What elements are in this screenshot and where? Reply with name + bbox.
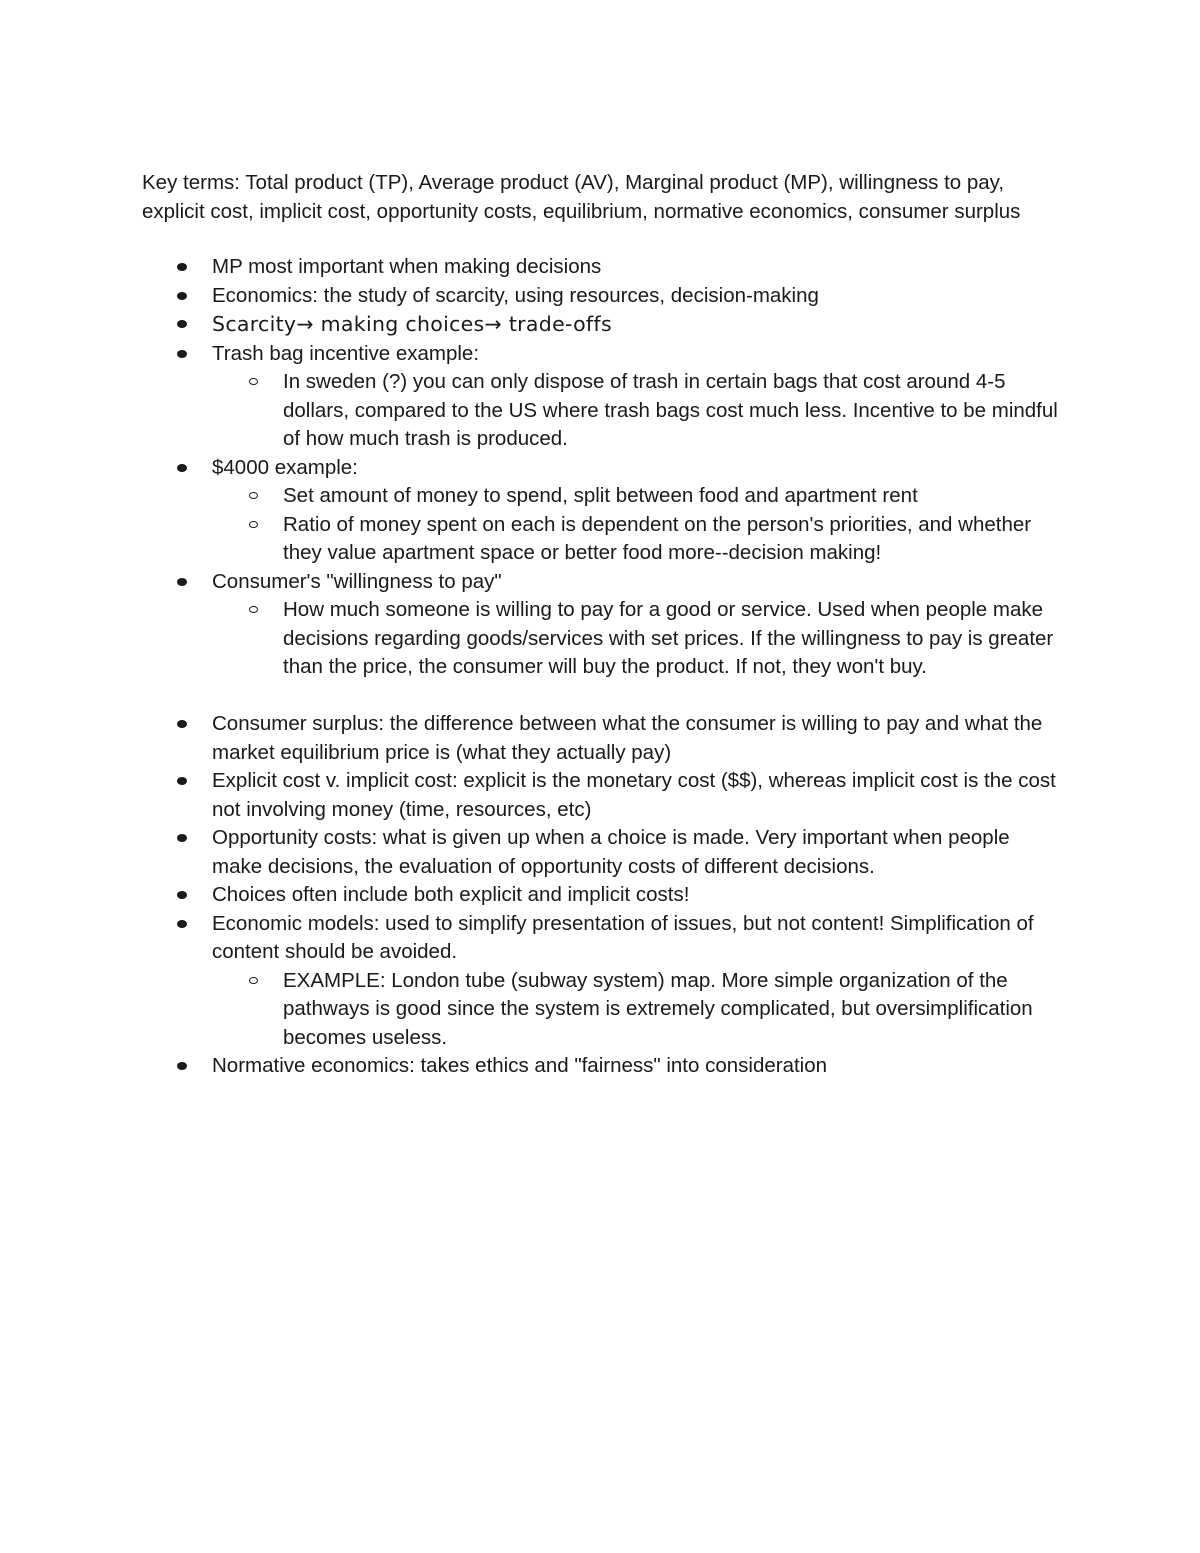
list-item-text: Opportunity costs: what is given up when a choice is made. Very important when people make decisions, the evaluation of opportunity costs of different decisions.: [212, 826, 1010, 878]
bullet-dot-icon: [177, 263, 187, 271]
bullet-dot-icon: [177, 320, 187, 328]
key-terms-paragraph: Key terms: Total product (TP), Average product (AV), Marginal product (MP), willingness to pay, explicit cost, implicit cost, opportunity costs, equilibrium, normative economics, consumer surplus: [142, 171, 1021, 223]
sub-list-item-text: Set amount of money to spend, split between food and apartment rent: [283, 484, 918, 507]
list-item-text: Scarcity→ making choices→ trade-offs: [212, 312, 612, 336]
bullet-dot-icon: [177, 292, 187, 300]
sub-list-item: [212, 511, 1062, 568]
list-item: [142, 282, 1062, 311]
list-item: [142, 454, 1062, 568]
sub-list-item: [212, 368, 1062, 454]
list-item: [142, 568, 1062, 711]
list-item: [142, 253, 1062, 282]
sub-list-item-text: How much someone is willing to pay for a good or service. Used when people make decisions regarding goods/services with set prices. If the willingness to pay is greater than the price, the consumer will buy the product. If not, they won't buy.: [283, 598, 1054, 678]
blank-line: [212, 682, 1062, 711]
sub-list-item-text: In sweden (?) you can only dispose of trash in certain bags that cost around 4-5 dollars, compared to the US where trash bags cost much less. Incentive to be mindful of how much trash is produced.: [283, 370, 1058, 450]
bullet-circle-icon: [249, 606, 258, 613]
list-item-text: Economic models: used to simplify presentation of issues, but not content! Simplification of content should be avoided.: [212, 911, 1034, 963]
sub-list-item-text: Ratio of money spent on each is dependent on the person's priorities, and whether they value apartment space or better food more--decision making!: [283, 512, 1032, 564]
list-item-text: MP most important when making decisions: [212, 255, 602, 278]
document-page: [142, 169, 1062, 1081]
list-item-text: $4000 example:: [212, 455, 358, 479]
bullet-dot-icon: [177, 578, 187, 586]
notes-bullet-list: [142, 253, 1062, 1081]
bullet-dot-icon: [177, 777, 187, 785]
list-item: [142, 910, 1062, 1053]
list-item-text: Explicit cost v. implicit cost: explicit is the monetary cost ($$), whereas implicit cost is the cost not involving money (time, resources, etc): [212, 769, 1056, 821]
bullet-circle-icon: [249, 492, 258, 499]
list-item: [142, 710, 1062, 767]
list-item: [142, 824, 1062, 881]
bullet-dot-icon: [177, 891, 187, 899]
sub-bullet-list: [212, 368, 1062, 454]
sub-list-item: [212, 482, 1062, 511]
sub-list-item: [212, 967, 1062, 1053]
list-item-text: Consumer's "willingness to pay": [212, 569, 502, 593]
list-item: [142, 881, 1062, 910]
list-item-text: Trash bag incentive example:: [212, 341, 480, 365]
sub-list-item: [212, 596, 1062, 682]
bullet-circle-icon: [249, 521, 258, 528]
list-item: [142, 767, 1062, 824]
bullet-circle-icon: [249, 977, 258, 984]
sub-bullet-list: [212, 482, 1062, 568]
list-item: [142, 340, 1062, 454]
list-item-text: Consumer surplus: the difference between what the consumer is willing to pay and what the market equilibrium price is (what they actually pay): [212, 712, 1043, 764]
bullet-dot-icon: [177, 834, 187, 842]
list-item-text: Choices often include both explicit and implicit costs!: [212, 883, 690, 906]
bullet-circle-icon: [249, 378, 258, 385]
bullet-dot-icon: [177, 920, 187, 928]
bullet-dot-icon: [177, 464, 187, 472]
sub-bullet-list: [212, 596, 1062, 682]
list-item-text: Normative economics: takes ethics and "fairness" into consideration: [212, 1054, 828, 1077]
bullet-dot-icon: [177, 350, 187, 358]
list-item: [142, 1052, 1062, 1081]
bullet-dot-icon: [177, 1062, 187, 1070]
sub-list-item-text: EXAMPLE: London tube (subway system) map. More simple organization of the pathways is good since the system is extremely complicated, but oversimplification becomes useless.: [283, 968, 1033, 1049]
bullet-dot-icon: [177, 720, 187, 728]
sub-bullet-list: [212, 967, 1062, 1053]
list-item-text: Economics: the study of scarcity, using resources, decision-making: [212, 283, 819, 307]
list-item: [142, 310, 1062, 340]
